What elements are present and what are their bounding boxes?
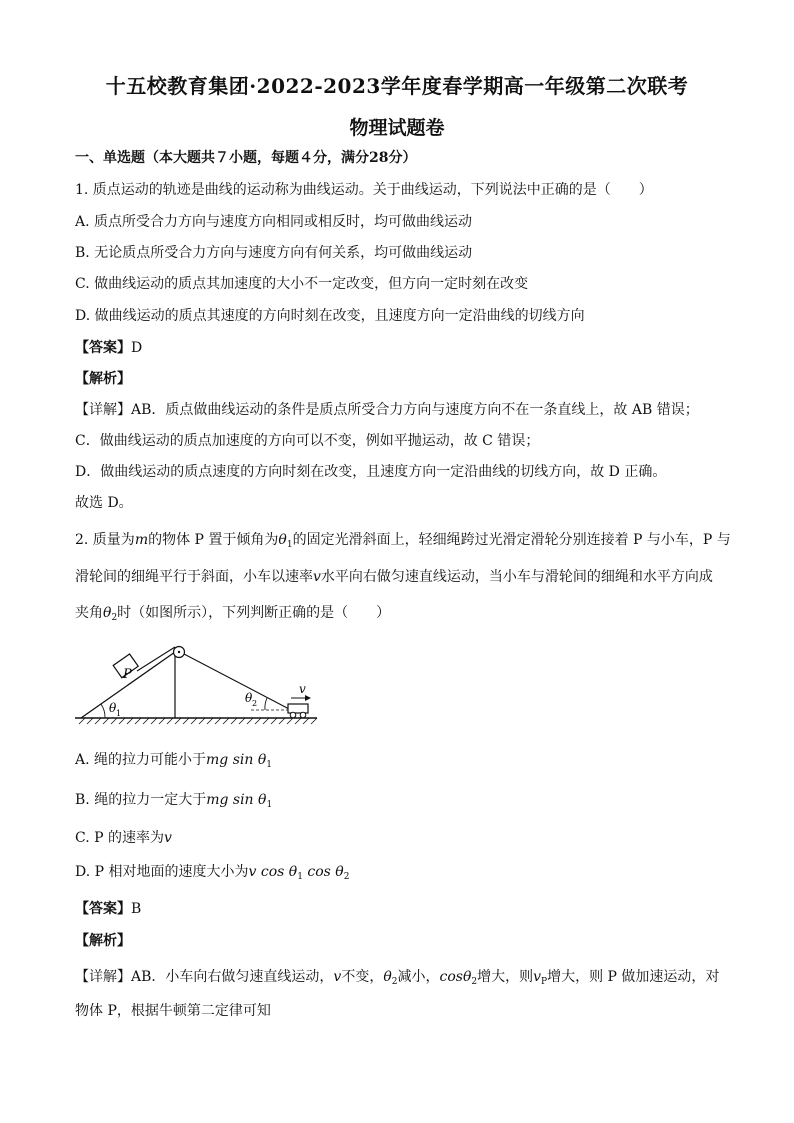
math-theta: θ (278, 532, 287, 548)
math-expr: cos θ (302, 864, 344, 880)
velocity-label: v (299, 682, 306, 696)
cart-wheel-right (300, 712, 306, 718)
math-sub: 1 (266, 760, 272, 770)
theta1-label: θ (109, 701, 117, 715)
q1-option-a: A. 质点所受合力方向与速度方向相同或相反时，均可做曲线运动 (75, 214, 473, 230)
pulley-axle (178, 651, 180, 653)
math-sub: 1 (266, 800, 273, 810)
q1-option-d: D. 做曲线运动的质点其速度的方向时刻在改变，且速度方向一定沿曲线的切线方向 (75, 308, 585, 324)
math-m: m (134, 532, 149, 548)
answer-value: B (131, 901, 142, 917)
math-expr: v cos θ (248, 864, 298, 880)
math-vp: v (533, 969, 542, 985)
exam-title: 十五校教育集团·2022-2023学年度春学期高一年级第二次联考 (105, 74, 689, 98)
math-sub: 1 (297, 872, 303, 882)
text: 增大，则 P 做加速运动，对 (547, 969, 720, 985)
q2-stem-line1 (75, 530, 735, 555)
cart-body (288, 704, 308, 713)
math-theta: θ (383, 969, 392, 985)
q2-answer (75, 899, 735, 919)
q2-stem-line3 (75, 603, 735, 628)
theta2-label: θ (245, 691, 253, 705)
q2-stem-line2 (75, 567, 735, 587)
answer-label: 【答案】 (75, 340, 131, 356)
math-sub: 2 (391, 977, 398, 987)
text: 减小， (397, 969, 440, 985)
q1-option-c: C. 做曲线运动的质点其加速度的大小不一定改变，但方向一定时刻在改变 (75, 276, 529, 292)
rope-cart (184, 654, 291, 710)
math-v: v (333, 969, 342, 985)
text: 滑轮间的细绳平行于斜面，小车以速率 (75, 569, 313, 585)
velocity-arrowhead (305, 695, 311, 701)
math-v: v (313, 569, 321, 585)
text: B. 绳的拉力一定大于 (75, 792, 207, 808)
q2-option-b (75, 790, 735, 815)
q1-option-b: B. 无论质点所受合力方向与速度方向有何关系，均可做曲线运动 (75, 245, 473, 261)
math-sub: 1 (286, 540, 293, 550)
text: D. P 相对地面的速度大小为 (75, 864, 249, 880)
answer-label: 【答案】 (75, 901, 131, 917)
answer-value: D (131, 340, 143, 356)
q2-analysis-label: 【解析】 (75, 933, 131, 949)
theta1-subscript: 1 (116, 709, 122, 718)
section-heading: 一、单选题（本大题共７小题，每题４分，满分28分） (75, 150, 417, 166)
text: A. 绳的拉力可能小于 (75, 752, 207, 768)
cart-wheel-left (290, 712, 296, 718)
q1-answer (75, 338, 735, 358)
q1-stem: 1. 质点运动的轨迹是曲线的运动称为曲线运动。关于曲线运动，下列说法中正确的是（ ） (75, 182, 653, 198)
text: 夹角 (75, 605, 103, 621)
math-sub: P (541, 977, 548, 987)
text: 的物体 P 置于倾角为 (148, 532, 279, 548)
text: 【详解】AB．小车向右做匀速直线运动， (75, 969, 334, 985)
q2-detail-2: 物体 P，根据牛顿第二定律可知 (75, 1003, 271, 1019)
text: 水平向右做匀速直线运动，当小车与滑轮间的细绳和水平方向成 (320, 569, 713, 585)
q1-detail-3: D．做曲线运动的质点速度的方向时刻在改变，且速度方向一定沿曲线的切线方向，故 D 正确。 (75, 464, 667, 480)
text: 的固定光滑斜面上，轻细绳跨过光滑定滑轮分别连接着 P 与小车，P 与 (292, 532, 731, 548)
math-cos: cosθ (439, 969, 472, 985)
math-expr: mg sin θ (206, 752, 267, 768)
q1-detail-2: C．做曲线运动的质点加速度的方向可以不变，例如平抛运动，故 C 错误； (75, 433, 540, 449)
q2-option-c (75, 828, 735, 848)
block-label: P (123, 667, 132, 682)
text: 不变， (341, 969, 384, 985)
q1-detail-1: 【详解】AB．质点做曲线运动的条件是质点所受合力方向与速度方向不在一条直线上，故 AB 错误； (75, 402, 699, 418)
text: 时（如图所示），下列判断正确的是（ ） (117, 605, 391, 621)
math-v: v (163, 830, 172, 846)
q2-detail-1 (75, 967, 735, 992)
q2-option-d (75, 862, 735, 887)
text: 增大，则 (477, 969, 534, 985)
text: 2. 质量为 (75, 532, 135, 548)
math-sub: 2 (111, 613, 118, 623)
rope-incline (137, 647, 175, 671)
theta1-arc (101, 704, 105, 718)
math-sub: 2 (343, 872, 350, 882)
math-expr: mg sin θ (206, 792, 267, 808)
q1-analysis-label: 【解析】 (75, 371, 131, 387)
math-sub: 2 (471, 977, 478, 987)
exam-subtitle: 物理试题卷 (349, 117, 445, 139)
theta2-subscript: 2 (252, 699, 258, 708)
incline-pulley-figure (75, 640, 335, 730)
q1-detail-4: 故选 D。 (75, 495, 133, 511)
math-theta: θ (103, 605, 112, 621)
text: C. P 的速率为 (75, 830, 164, 846)
q2-option-a (75, 750, 735, 775)
theta2-arc (265, 698, 267, 710)
ground-hatching (79, 718, 317, 724)
